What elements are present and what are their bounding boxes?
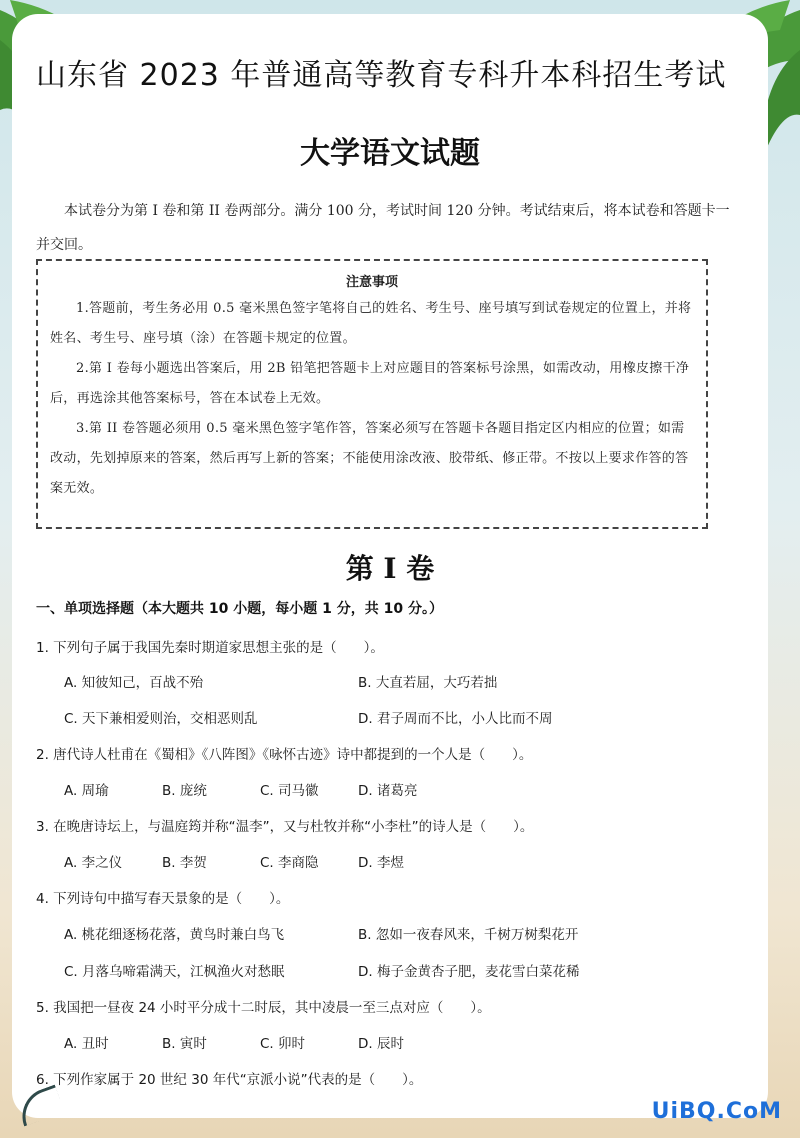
option-2a: A. 周瑜: [64, 783, 109, 799]
option-3c: C. 李商隐: [260, 855, 319, 871]
question-6: 6. 下列作家属于 20 世纪 30 年代“京派小说”代表的是（ ）。: [36, 1072, 423, 1088]
notice-item: 2.第 I 卷每小题选出答案后，用 2B 铅笔把答题卡上对应题目的答案标号涂黑，如需改动，用橡皮擦干净后，再选涂其他答案标号，答在本试卷上无效。: [50, 361, 690, 406]
paper-title: 大学语文试题: [300, 136, 480, 171]
question-5: 5. 我国把一昼夜 24 小时平分成十二时辰，其中凌晨一至三点对应（ ）。: [36, 1000, 491, 1016]
option-1d: D. 君子周而不比，小人比而不周: [358, 711, 553, 727]
option-3a: A. 李之仪: [64, 855, 123, 871]
option-4c: C. 月落乌啼霜满天，江枫渔火对愁眠: [64, 964, 285, 980]
option-5a: A. 丑时: [64, 1036, 109, 1052]
option-3d: D. 李煜: [358, 855, 404, 871]
option-4b: B. 忽如一夜春风来，千树万树梨花开: [358, 927, 579, 943]
question-3: 3. 在晚唐诗坛上，与温庭筠并称“温李”，又与杜牧并称“小李杜”的诗人是（ ）。: [36, 819, 534, 835]
site-watermark: UiBQ.CoM: [651, 1099, 782, 1124]
option-1c: C. 天下兼相爱则治，交相恶则乱: [64, 711, 258, 727]
option-2d: D. 诸葛亮: [358, 783, 418, 799]
section-title: 第 I 卷: [345, 552, 435, 585]
exam-header-title: 山东省 2023 年普通高等教育专科升本科招生考试: [36, 58, 727, 93]
notice-item: 1.答题前，考生务必用 0.5 毫米黑色签字笔将自己的姓名、考生号、座号填写到试卷规定的位置上，并将姓名、考生号、座号填（涂）在答题卡规定的位置。: [50, 301, 692, 346]
option-4d: D. 梅子金黄杏子肥，麦花雪白菜花稀: [358, 964, 580, 980]
option-2c: C. 司马徽: [260, 783, 319, 799]
option-1a: A. 知彼知己，百战不殆: [64, 675, 204, 691]
option-2b: B. 庞统: [162, 783, 207, 799]
option-5d: D. 辰时: [358, 1036, 404, 1052]
question-4: 4. 下列诗句中描写春天景象的是（ ）。: [36, 891, 290, 907]
question-1: 1. 下列句子属于我国先秦时期道家思想主张的是（ ）。: [36, 640, 384, 656]
exam-intro: 本试卷分为第 I 卷和第 II 卷两部分。满分 100 分，考试时间 120 分钟。考试结束后，将本试卷和答题卡一并交回。: [36, 203, 730, 253]
option-3b: B. 李贺: [162, 855, 207, 871]
part-heading: 一、单项选择题（本大题共 10 小题，每小题 1 分，共 10 分。）: [36, 601, 443, 617]
notice-title: 注意事项: [345, 275, 398, 290]
option-5c: C. 卯时: [260, 1036, 306, 1052]
option-5b: B. 寅时: [162, 1036, 207, 1052]
exam-paper: [12, 14, 768, 1118]
notice-box: [36, 259, 708, 529]
option-4a: A. 桃花细逐杨花落，黄鸟时兼白鸟飞: [64, 927, 285, 943]
notice-item: 3.第 II 卷答题必须用 0.5 毫米黑色签字笔作答，答案必须写在答题卡各题目指定区内相应的位置；如需改动，先划掉原来的答案，然后再写上新的答案；不能使用涂改液、胶带纸、修正带。不按以上要求作答的答案无效。: [50, 421, 689, 496]
question-2: 2. 唐代诗人杜甫在《蜀相》《八阵图》《咏怀古迹》诗中都提到的一个人是（ ）。: [36, 747, 533, 763]
option-1b: B. 大直若屈，大巧若拙: [358, 675, 498, 691]
